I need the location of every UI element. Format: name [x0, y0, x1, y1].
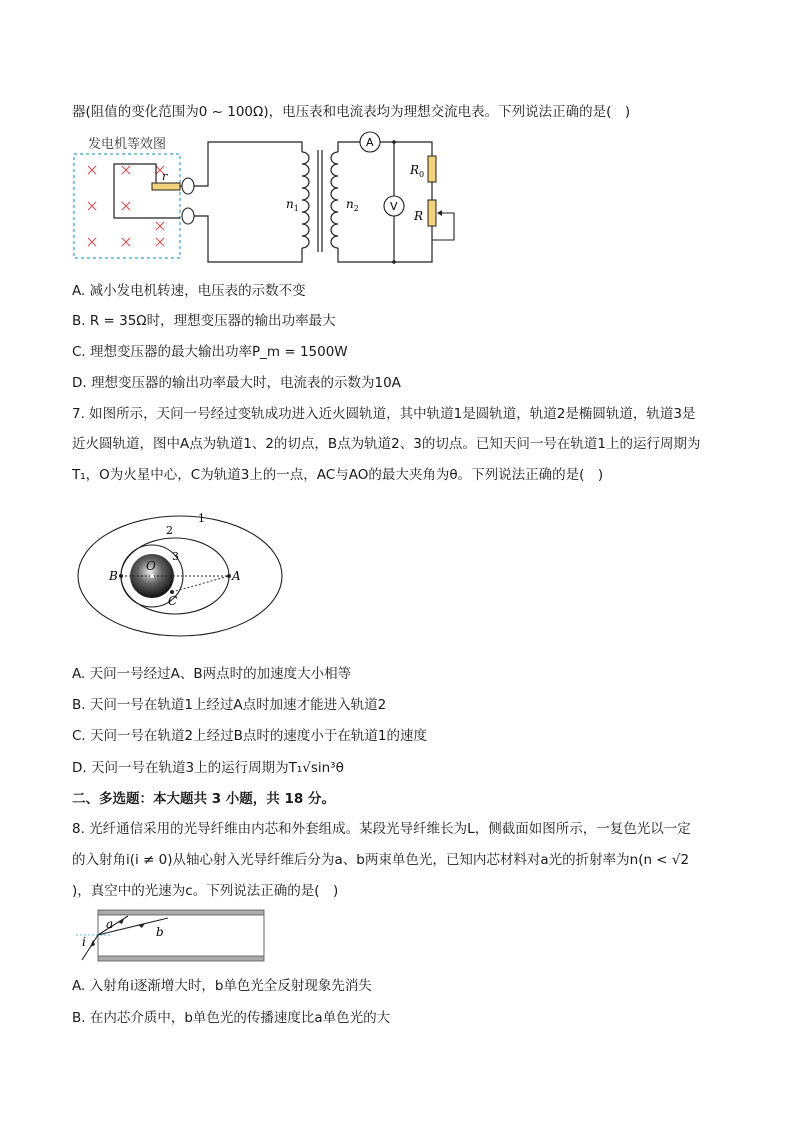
q6-option-a: A. 减小发电机转速，电压表的示数不变 [72, 283, 306, 299]
label-b-ray: b [156, 925, 164, 939]
q8-stem-line3: )，真空中的光速为c。下列说法正确的是( ) [72, 883, 339, 899]
q6-option-b: B. R = 35Ω时，理想变压器的输出功率最大 [72, 313, 336, 329]
primary-coil [302, 152, 309, 248]
internal-resistance [152, 183, 180, 190]
label-r0: $R_0$ [410, 163, 425, 179]
magnetic-field-marks [88, 166, 164, 246]
q7-stem-line2: 近火圆轨道，图中A点为轨道1、2的切点，B点为轨道2、3的切点。已知天问一号在轨道1上的运行周期为 [72, 436, 701, 452]
q8-fiber-figure [72, 906, 272, 968]
slip-ring-top [182, 178, 194, 194]
label-n1: $n_1$ [286, 197, 299, 213]
label-r: r [162, 170, 168, 183]
q7-option-d: D. 天问一号在轨道3上的运行周期为T₁√sin³θ [72, 760, 344, 776]
point-b [119, 574, 123, 578]
resistor-r0 [428, 156, 436, 182]
label-a-ray: a [106, 917, 114, 931]
slip-ring-bottom [182, 208, 194, 224]
label-orbit-2: 2 [166, 524, 173, 537]
voltmeter-label: V [390, 200, 398, 213]
rheostat-slider-arrow [437, 210, 442, 216]
generator-caption: 发电机等效图 [88, 137, 167, 152]
line-ac [172, 576, 229, 592]
rheostat-r [428, 200, 436, 226]
q7-stem-line1: 7. 如图所示，天问一号经过变轨成功进入近火圆轨道，其中轨道1是圆轨道，轨道2是椭圆轨道，轨道3是 [72, 406, 696, 422]
q7-stem-line3: T₁，O为火星中心，C为轨道3上的一点，AC与AO的最大夹角为θ。下列说法正确的是( ) [72, 467, 604, 483]
ammeter-label: A [366, 136, 374, 149]
q6-circuit-figure [70, 130, 470, 270]
q6-option-c: C. 理想变压器的最大输出功率P_m = 1500W [72, 344, 348, 360]
point-o [150, 574, 154, 578]
label-r-rheostat: R [414, 209, 424, 223]
label-a: A [232, 569, 241, 583]
q8-stem-line2: 的入射角i(i ≠ 0)从轴心射入光导纤维后分为a、b两束单色光，已知内芯材料对a光的折射率为n(n < √2 [72, 852, 690, 868]
q6-stem-tail: 器(阻值的变化范围为0 ~ 100Ω)，电压表和电流表均为理想交流电表。下列说法正确的是( ) [72, 104, 631, 120]
section-heading-multiple-choice: 二、多选题：本大题共 3 小题，共 18 分。 [72, 791, 335, 807]
label-c: C [168, 594, 178, 608]
q7-option-c: C. 天问一号在轨道2上经过B点时的速度小于在轨道1的速度 [72, 728, 427, 744]
q8-stem-line1: 8. 光纤通信采用的光导纤维由内芯和外套组成。某段光导纤维长为L，侧截面如图所示，一复色光以一定 [72, 821, 691, 837]
q8-option-a: A. 入射角i逐渐增大时，b单色光全反射现象先消失 [72, 978, 372, 994]
q7-option-a: A. 天问一号经过A、B两点时的加速度大小相等 [72, 666, 352, 682]
label-b: B [109, 569, 118, 583]
label-i: i [82, 935, 86, 949]
q7-option-b: B. 天问一号在轨道1上经过A点时加速才能进入轨道2 [72, 697, 387, 713]
q6-option-d: D. 理想变压器的输出功率最大时，电流表的示数为10A [72, 375, 401, 391]
fiber-cladding-bottom [98, 956, 264, 961]
secondary-coil [331, 152, 338, 248]
point-a [227, 574, 231, 578]
label-o: O [146, 559, 156, 573]
label-orbit-1: 1 [198, 512, 205, 525]
fiber-cladding-top [98, 910, 264, 915]
q8-option-b: B. 在内芯介质中，b单色光的传播速度比a单色光的大 [72, 1010, 391, 1026]
label-n2: $n_2$ [346, 197, 359, 213]
label-orbit-3: 3 [172, 550, 179, 563]
q7-orbit-figure [74, 508, 284, 648]
